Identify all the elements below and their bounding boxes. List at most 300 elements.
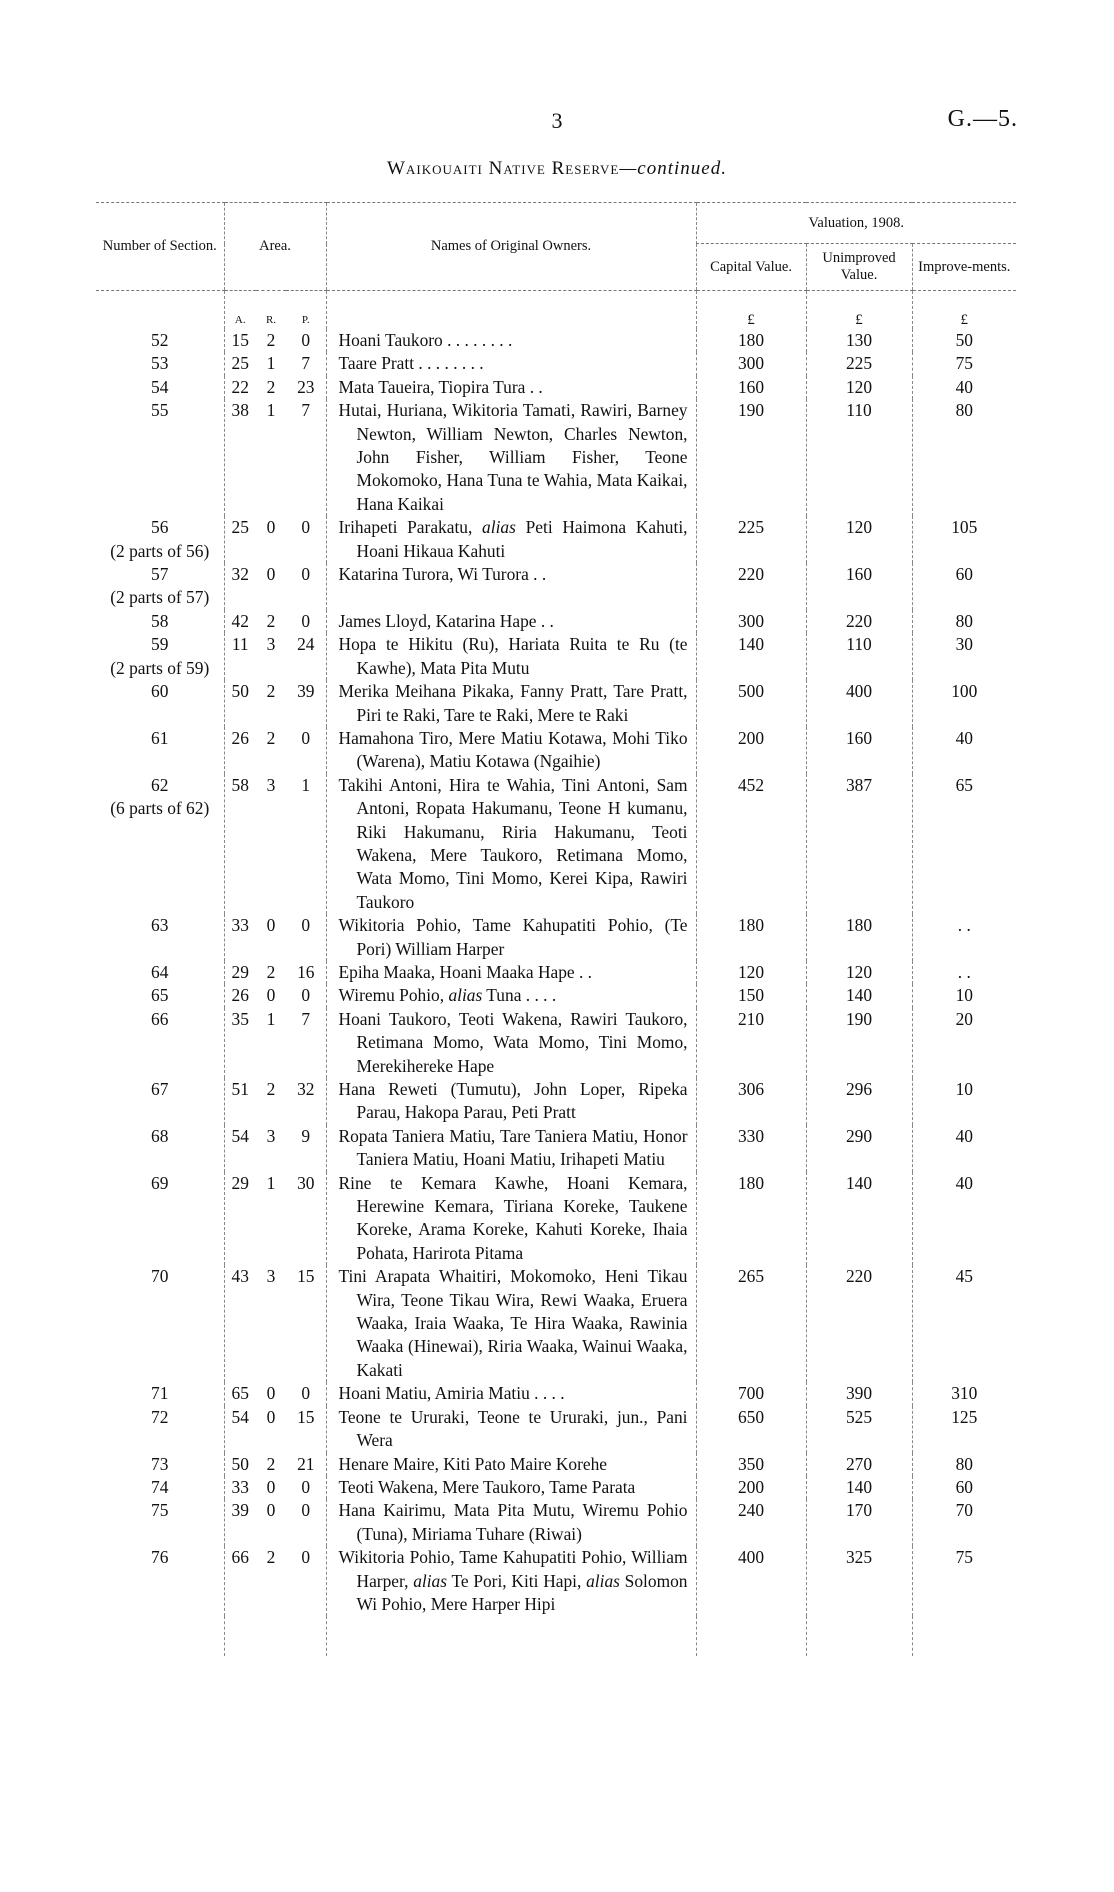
- area-roods: 0: [266, 985, 276, 1006]
- alias-word: alias: [586, 1570, 620, 1591]
- area-perches: 0: [301, 1500, 311, 1521]
- improvements-value: 75: [912, 1546, 1016, 1616]
- area-roods: 2: [266, 330, 276, 350]
- improvements-value: 45: [912, 1265, 1016, 1382]
- owners-text: Takihi Antoni, Hira te Wahia, Tini Antoni, Sam Antoni, Ropata Hakumanu, Teone H kumanu, Riki Hakumanu, Riria Hakumanu, Teoti Wakena, Mere Taukoro, Retimana Momo, Wata Momo, Tini Momo, Kerei Kipa, Rawiri Taukoro: [338, 774, 688, 912]
- section-number: [96, 516, 224, 563]
- area-perches: 39: [297, 681, 315, 702]
- improvements-value: 65: [912, 774, 1016, 914]
- capital-value: 190: [696, 399, 806, 516]
- owners-text: [339, 516, 688, 563]
- unimproved-value: 130: [806, 329, 912, 352]
- capital-value: 650: [696, 1406, 806, 1453]
- owners-text: Hamahona Tiro, Mere Matiu Kotawa, Mohi Tiko (Warena), Matiu Kotawa (Ngaihie): [338, 727, 688, 772]
- area-acres: 58: [224, 774, 256, 914]
- page-title: [0, 158, 1114, 180]
- improvements-value: 70: [912, 1499, 1016, 1546]
- improvements-value: 75: [912, 352, 1016, 375]
- area-perches: 0: [301, 610, 311, 631]
- section-number: [96, 1476, 224, 1499]
- original-owners: [326, 1078, 696, 1125]
- unimproved-value: 170: [806, 1499, 912, 1546]
- capital-value: 452: [696, 774, 806, 914]
- original-owners: [326, 914, 696, 961]
- title-text: Waikouaiti Native Reserve: [387, 158, 620, 179]
- area-acres: 32: [224, 563, 256, 610]
- owners-text: Hoani Matiu, Amiria Matiu . . . .: [338, 1383, 565, 1404]
- area-acres: 22: [224, 376, 256, 399]
- alias-word: alias: [413, 1570, 448, 1591]
- owners-text: Hana Kairimu, Mata Pita Mutu, Wiremu Pohio (Tuna), Miriama Tuhare (Riwai): [338, 1500, 688, 1544]
- section-number-value: 58: [151, 610, 169, 631]
- capital-value: 160: [696, 376, 806, 399]
- area-acres: 50: [224, 680, 256, 727]
- improvements-value: 20: [912, 1008, 1016, 1078]
- original-owners: [326, 1546, 696, 1616]
- section-number: [96, 984, 224, 1007]
- improvements-value: 50: [912, 329, 1016, 352]
- area-acres: 33: [224, 1476, 256, 1499]
- unit-capital: £: [696, 291, 806, 330]
- area-perches: 21: [297, 1453, 315, 1474]
- owners-text: Henare Maire, Kiti Pato Maire Korehe: [338, 1453, 608, 1474]
- area-acres: 54: [224, 1125, 256, 1172]
- improvements-value: 60: [912, 563, 1016, 610]
- original-owners: [326, 1172, 696, 1266]
- unimproved-value: 220: [806, 1265, 912, 1382]
- section-number: [96, 1172, 224, 1266]
- area-roods: 1: [266, 400, 276, 421]
- capital-value: 500: [696, 680, 806, 727]
- unimproved-value: 225: [806, 352, 912, 375]
- capital-value: 200: [696, 1476, 806, 1499]
- section-number-value: 64: [151, 961, 169, 982]
- section-number: [96, 1382, 224, 1405]
- section-number: [96, 680, 224, 727]
- area-acres: 33: [224, 914, 256, 961]
- capital-value: 300: [696, 352, 806, 375]
- unit-improvements: £: [912, 291, 1016, 330]
- unimproved-value: 525: [806, 1406, 912, 1453]
- title-continued: —continued.: [619, 158, 727, 179]
- original-owners: [326, 1453, 696, 1476]
- area-acres: 11: [224, 633, 256, 680]
- original-owners: [326, 329, 696, 352]
- table-row: [96, 1476, 1016, 1499]
- section-number: [96, 1546, 224, 1616]
- capital-value: 180: [696, 329, 806, 352]
- original-owners: [326, 1125, 696, 1172]
- capital-value: 300: [696, 610, 806, 633]
- column-header-capital: Capital Value.: [696, 244, 806, 291]
- unit-acres: A.: [224, 291, 256, 330]
- capital-value: 210: [696, 1008, 806, 1078]
- original-owners: [326, 563, 696, 610]
- section-number-value: 73: [151, 1453, 169, 1474]
- unimproved-value: 220: [806, 610, 912, 633]
- table-end-spacer: [96, 1616, 1016, 1656]
- area-acres: 26: [224, 984, 256, 1007]
- section-number: [96, 376, 224, 399]
- unit-perches: P.: [301, 314, 310, 326]
- section-number-value: 66: [151, 1008, 169, 1029]
- unimproved-value: 110: [806, 399, 912, 516]
- capital-value: 180: [696, 1172, 806, 1266]
- area-roods: 0: [266, 1476, 276, 1497]
- owners-text: Rine te Kemara Kawhe, Hoani Kemara, Herewine Kemara, Tiriana Koreke, Taukene Koreke, Arama Koreke, Kahuti Koreke, Ihaia Pohata, Harirota Pitama: [338, 1172, 688, 1263]
- area-roods: 2: [266, 610, 276, 631]
- improvements-value: 100: [912, 680, 1016, 727]
- section-number-value: 53: [151, 353, 169, 374]
- table-body: [96, 291, 1016, 1657]
- column-header-valuation: Valuation, 1908.: [696, 203, 1016, 244]
- capital-value: 240: [696, 1499, 806, 1546]
- improvements-value: 40: [912, 1125, 1016, 1172]
- area-roods: 2: [266, 1453, 276, 1474]
- area-perches: 23: [297, 376, 315, 397]
- area-acres: 42: [224, 610, 256, 633]
- improvements-value: . .: [912, 961, 1016, 984]
- section-number-value: 54: [151, 376, 169, 397]
- table-row: [96, 961, 1016, 984]
- section-parts-note: (2 parts of 56): [110, 540, 210, 561]
- owners-fragment: Wiremu Pohio,: [338, 985, 449, 1006]
- area-perches: 0: [301, 985, 311, 1006]
- area-roods: 2: [266, 376, 276, 397]
- section-parts-note: (2 parts of 59): [110, 657, 210, 678]
- area-perches: 15: [297, 1406, 315, 1427]
- area-perches: 7: [301, 400, 311, 421]
- improvements-value: 80: [912, 1453, 1016, 1476]
- original-owners: [326, 610, 696, 633]
- unimproved-value: 140: [806, 984, 912, 1007]
- improvements-value: 40: [912, 727, 1016, 774]
- area-perches: 0: [301, 1383, 311, 1404]
- area-roods: 3: [266, 774, 276, 795]
- page-number: 3: [551, 108, 563, 133]
- alias-word: alias: [448, 985, 483, 1006]
- unimproved-value: 190: [806, 1008, 912, 1078]
- original-owners: [326, 376, 696, 399]
- area-roods: 0: [266, 517, 276, 538]
- original-owners: [326, 516, 696, 563]
- section-number-value: 63: [151, 915, 169, 936]
- owners-text: Epiha Maaka, Hoani Maaka Hape . .: [338, 961, 593, 982]
- section-number-value: 74: [151, 1476, 169, 1497]
- area-roods: 1: [266, 353, 276, 374]
- owners-text: Teone te Ururaki, Teone te Ururaki, jun., Pani Wera: [338, 1406, 688, 1451]
- original-owners: [326, 961, 696, 984]
- table-row: [96, 1172, 1016, 1266]
- section-parts-note: (2 parts of 57): [110, 587, 210, 608]
- alias-word: alias: [482, 517, 516, 538]
- unimproved-value: 290: [806, 1125, 912, 1172]
- original-owners: [326, 774, 696, 914]
- unimproved-value: 390: [806, 1382, 912, 1405]
- capital-value: 330: [696, 1125, 806, 1172]
- capital-value: 306: [696, 1078, 806, 1125]
- section-number: [96, 352, 224, 375]
- column-header-area: Area.: [224, 203, 326, 291]
- area-acres: 29: [224, 961, 256, 984]
- capital-value: 150: [696, 984, 806, 1007]
- owners-fragment: Solomon Wi Pohio, Mere Harper Hipi: [356, 1570, 688, 1614]
- section-number-value: 69: [151, 1172, 169, 1193]
- capital-value: 220: [696, 563, 806, 610]
- area-roods: 0: [266, 564, 276, 585]
- section-number: [96, 1008, 224, 1078]
- column-header-names: Names of Original Owners.: [326, 203, 696, 291]
- owners-text: Mata Taueira, Tiopira Tura . .: [338, 376, 543, 397]
- unimproved-value: 140: [806, 1172, 912, 1266]
- capital-value: 200: [696, 727, 806, 774]
- table-row: [96, 633, 1016, 680]
- section-number-value: 59: [151, 634, 169, 655]
- column-header-improvements: Improve-ments.: [912, 244, 1016, 291]
- section-number: [96, 1265, 224, 1382]
- area-perches: 24: [297, 634, 315, 655]
- owners-text: Hopa te Hikitu (Ru), Hariata Ruita te Ru (te Kawhe), Mata Pita Mutu: [338, 634, 688, 678]
- section-number: [96, 1078, 224, 1125]
- area-perches: 0: [301, 330, 311, 350]
- owners-text: Tini Arapata Whaitiri, Mokomoko, Heni Tikau Wira, Teone Tikau Wira, Rewi Waaka, Eruera Waaka, Iraia Waaka, Te Hira Waaka, Rawinia Waaka (Hinewai), Riria Waaka, Wainui Waaka, Kakati: [338, 1266, 688, 1380]
- section-number-value: 76: [151, 1547, 169, 1568]
- table-row: [96, 1125, 1016, 1172]
- table-row: [96, 1406, 1016, 1453]
- improvements-value: 40: [912, 376, 1016, 399]
- column-header-section: Number of Section.: [96, 203, 224, 291]
- area-perches: 9: [301, 1125, 311, 1146]
- section-number-value: 67: [151, 1079, 169, 1099]
- area-perches: 15: [297, 1266, 315, 1287]
- owners-text: Merika Meihana Pikaka, Fanny Pratt, Tare Pratt, Piri te Raki, Tare te Raki, Mere te Raki: [338, 681, 688, 725]
- area-acres: 54: [224, 1406, 256, 1453]
- area-roods: 2: [266, 727, 276, 748]
- area-acres: 15: [224, 329, 256, 352]
- section-number-value: 70: [151, 1266, 169, 1287]
- area-acres: 25: [224, 516, 256, 563]
- unimproved-value: 110: [806, 633, 912, 680]
- owners-text: Katarina Turora, Wi Turora . .: [338, 564, 547, 585]
- capital-value: 400: [696, 1546, 806, 1616]
- table-header: [96, 203, 1016, 291]
- improvements-value: 30: [912, 633, 1016, 680]
- section-number: [96, 1125, 224, 1172]
- unimproved-value: 325: [806, 1546, 912, 1616]
- area-perches: 0: [301, 727, 311, 748]
- area-roods: 3: [266, 634, 276, 655]
- owners-text: James Lloyd, Katarina Hape . .: [338, 610, 554, 631]
- table-row: [96, 563, 1016, 610]
- area-acres: 38: [224, 399, 256, 516]
- unimproved-value: 120: [806, 961, 912, 984]
- unimproved-value: 400: [806, 680, 912, 727]
- unimproved-value: 180: [806, 914, 912, 961]
- owners-text: Hoani Taukoro . . . . . . . .: [338, 330, 513, 350]
- area-perches: 7: [301, 1008, 311, 1029]
- original-owners: [326, 984, 696, 1007]
- section-number-value: 68: [151, 1125, 169, 1146]
- area-roods: 0: [266, 1500, 276, 1521]
- owners-fragment: Peti Haimona Kahuti, Hoani Hikaua Kahuti: [356, 517, 688, 561]
- section-number-value: 56: [151, 517, 169, 538]
- area-perches: 30: [297, 1172, 315, 1193]
- original-owners: [326, 633, 696, 680]
- section-number-value: 71: [151, 1383, 169, 1404]
- table-row: [96, 610, 1016, 633]
- section-number-value: 61: [151, 727, 169, 748]
- area-roods: 2: [266, 1079, 276, 1099]
- area-acres: 25: [224, 352, 256, 375]
- area-acres: 35: [224, 1008, 256, 1078]
- area-perches: 0: [301, 1476, 311, 1497]
- section-number-value: 57: [151, 564, 169, 585]
- original-owners: [326, 1382, 696, 1405]
- table-row: [96, 1008, 1016, 1078]
- unimproved-value: 270: [806, 1453, 912, 1476]
- table-row: [96, 984, 1016, 1007]
- table-row: [96, 1546, 1016, 1616]
- section-parts-note: (6 parts of 62): [110, 798, 210, 819]
- improvements-value: 80: [912, 399, 1016, 516]
- area-roods: 0: [266, 1406, 276, 1427]
- owners-fragment: Tuna . . . .: [482, 985, 557, 1006]
- owners-fragment: Irihapeti Parakatu,: [338, 517, 483, 538]
- owners-fragment: Wikitoria Pohio, Tame Kahupatiti Pohio, William Harper,: [338, 1547, 688, 1591]
- owners-text: Ropata Taniera Matiu, Tare Taniera Matiu, Honor Taniera Matiu, Hoani Matiu, Irihapeti Matiu: [338, 1125, 688, 1170]
- section-number-value: 60: [151, 681, 169, 702]
- section-number: [96, 610, 224, 633]
- owners-text: Taare Pratt . . . . . . . .: [338, 353, 484, 374]
- area-roods: 2: [266, 961, 276, 982]
- section-number: [96, 399, 224, 516]
- capital-value: 140: [696, 633, 806, 680]
- owners-text: Hana Reweti (Tumutu), John Loper, Ripeka Parau, Hakopa Parau, Peti Pratt: [338, 1079, 688, 1123]
- owners-text: Hutai, Huriana, Wikitoria Tamati, Rawiri, Barney Newton, William Newton, Charles Newton, John Fisher, William Fisher, Teone Mokomoko, Hana Tuna te Wahia, Mata Kaikai, Hana Kaikai: [338, 400, 688, 514]
- unimproved-value: 387: [806, 774, 912, 914]
- owners-fragment: Te Pori, Kiti Hapi,: [447, 1570, 587, 1591]
- table-row: [96, 1499, 1016, 1546]
- table-row: [96, 376, 1016, 399]
- capital-value: 700: [696, 1382, 806, 1405]
- improvements-value: 105: [912, 516, 1016, 563]
- area-acres: 51: [224, 1078, 256, 1125]
- capital-value: 225: [696, 516, 806, 563]
- area-perches: 0: [301, 564, 311, 585]
- original-owners: [326, 1499, 696, 1546]
- capital-value: 180: [696, 914, 806, 961]
- area-roods: 3: [266, 1125, 276, 1146]
- section-number: [96, 633, 224, 680]
- area-perches: 0: [301, 915, 311, 936]
- unit-unimproved: £: [806, 291, 912, 330]
- section-number: [96, 329, 224, 352]
- section-number: [96, 914, 224, 961]
- area-acres: 50: [224, 1453, 256, 1476]
- unimproved-value: 120: [806, 376, 912, 399]
- section-number-value: 52: [151, 330, 169, 350]
- improvements-value: 60: [912, 1476, 1016, 1499]
- table-row: [96, 1265, 1016, 1382]
- original-owners: [326, 1008, 696, 1078]
- owners-text: [339, 1546, 688, 1616]
- area-roods: 2: [266, 681, 276, 702]
- section-number: [96, 727, 224, 774]
- table-row: [96, 399, 1016, 516]
- section-number: [96, 1499, 224, 1546]
- owners-text: Teoti Wakena, Mere Taukoro, Tame Parata: [338, 1476, 636, 1497]
- owners-text: [339, 984, 688, 1007]
- unimproved-value: 140: [806, 1476, 912, 1499]
- improvements-value: 40: [912, 1172, 1016, 1266]
- units-row: [96, 291, 1016, 330]
- unimproved-value: 296: [806, 1078, 912, 1125]
- area-acres: 29: [224, 1172, 256, 1266]
- owners-text: Hoani Taukoro, Teoti Wakena, Rawiri Taukoro, Retimana Momo, Wata Momo, Tini Momo, Merekihereke Hape: [338, 1008, 688, 1076]
- section-number: [96, 1406, 224, 1453]
- original-owners: [326, 352, 696, 375]
- section-number: [96, 961, 224, 984]
- table-row: [96, 914, 1016, 961]
- area-acres: 43: [224, 1265, 256, 1382]
- improvements-value: 310: [912, 1382, 1016, 1405]
- document-reference: G.—5.: [947, 106, 1018, 132]
- area-roods: 2: [266, 1547, 276, 1568]
- section-number: [96, 1453, 224, 1476]
- section-number: [96, 563, 224, 610]
- section-number-value: 55: [151, 400, 169, 421]
- table-row: [96, 727, 1016, 774]
- table-row: [96, 680, 1016, 727]
- area-acres: 65: [224, 1382, 256, 1405]
- original-owners: [326, 727, 696, 774]
- table-row: [96, 1453, 1016, 1476]
- column-header-unimproved: Unimproved Value.: [806, 244, 912, 291]
- area-acres: 26: [224, 727, 256, 774]
- unit-roods: R.: [265, 314, 277, 326]
- unimproved-value: 160: [806, 563, 912, 610]
- unimproved-value: 120: [806, 516, 912, 563]
- area-roods: 0: [266, 915, 276, 936]
- area-perches: 7: [301, 353, 311, 374]
- area-perches: 0: [301, 517, 311, 538]
- improvements-value: 80: [912, 610, 1016, 633]
- original-owners: [326, 1265, 696, 1382]
- area-roods: 1: [266, 1172, 276, 1193]
- improvements-value: 125: [912, 1406, 1016, 1453]
- table-row: [96, 1382, 1016, 1405]
- reserve-table: [96, 202, 1016, 1656]
- original-owners: [326, 399, 696, 516]
- area-roods: 1: [266, 1008, 276, 1029]
- improvements-value: 10: [912, 1078, 1016, 1125]
- section-number-value: 62: [151, 774, 169, 795]
- area-acres: 66: [224, 1546, 256, 1616]
- section-number-value: 65: [151, 985, 169, 1006]
- table-row: [96, 329, 1016, 352]
- improvements-value: . .: [912, 914, 1016, 961]
- unimproved-value: 160: [806, 727, 912, 774]
- area-perches: 32: [297, 1079, 315, 1099]
- improvements-value: 10: [912, 984, 1016, 1007]
- area-perches: 16: [297, 961, 315, 982]
- capital-value: 265: [696, 1265, 806, 1382]
- owners-text: Wikitoria Pohio, Tame Kahupatiti Pohio, (Te Pori) William Harper: [338, 915, 688, 959]
- original-owners: [326, 680, 696, 727]
- area-acres: 39: [224, 1499, 256, 1546]
- original-owners: [326, 1406, 696, 1453]
- capital-value: 120: [696, 961, 806, 984]
